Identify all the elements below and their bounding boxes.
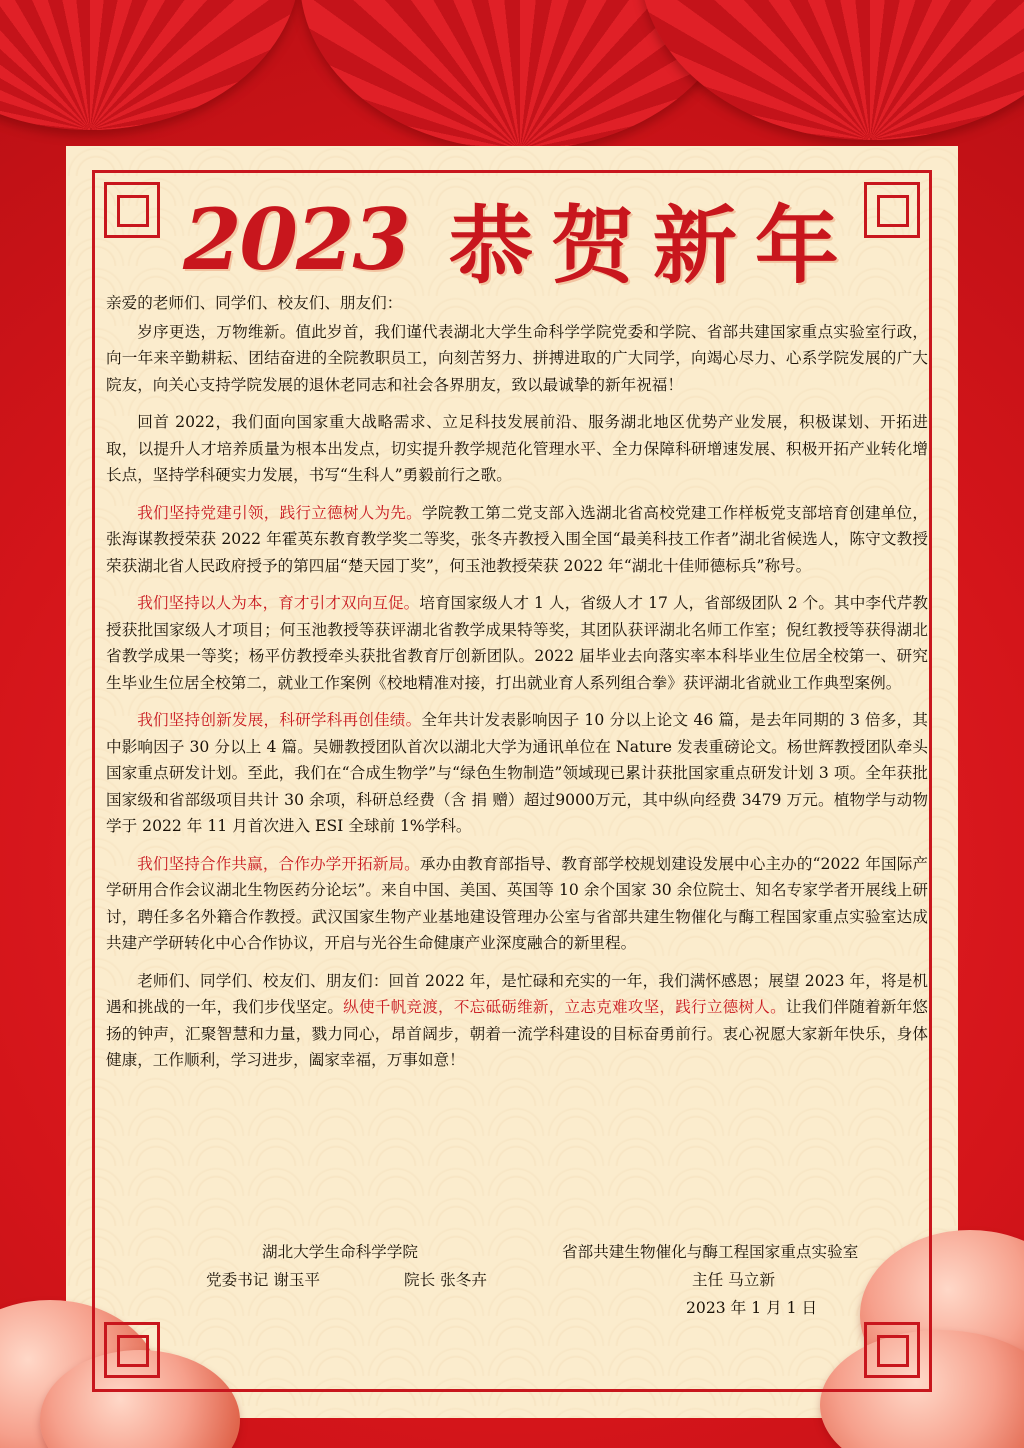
paragraph-research	[106, 707, 928, 840]
paragraph-text: 让我们伴随着新年悠扬的钟声，汇聚智慧和力量，戮力同心，昂首阔步，朝着一流学科建设的目标奋勇前行。衷心祝愿大家新年快乐，身体健康，工作顺利，学习进步，阖家幸福，万事如意！	[106, 998, 928, 1069]
paragraph-review: 回首 2022，我们面向国家重大战略需求、立足科技发展前沿、服务湖北地区优势产业发展，积极谋划、开拓进取，以提升人才培养质量为根本出发点，切实提升教学规范化管理水平、全力保障科研增速发展、积极开拓产业转化增长点，坚持学科硬实力发展，书写“生科人”勇毅前行之歌。	[106, 413, 928, 484]
paragraph-talent	[106, 590, 928, 696]
highlight-text: 我们坚持党建引领，践行立德树人为先。	[137, 503, 422, 522]
signature-dean: 院长 张冬卉	[404, 1271, 487, 1289]
frame-corner-ornament	[104, 1322, 160, 1378]
greeting-title: 恭贺新年	[448, 195, 857, 295]
paragraph-party-building	[106, 500, 928, 580]
signature-org-lab: 省部共建生物催化与酶工程国家重点实验室	[562, 1243, 859, 1261]
signature-org-college: 湖北大学生命科学学院	[262, 1243, 418, 1261]
highlight-text: 纵使千帆竞渡，不忘砥砺维新，立志克难攻坚，践行立德树人。	[343, 998, 786, 1016]
paragraph-text: 老师们、同学们、校友们、朋友们：回首 2022 年，是忙碌和充实的一年，我们满怀感恩；展望 2023 年，将是机遇和挑战的一年，我们步伐坚定。	[106, 971, 928, 1016]
year-title: 2023	[183, 189, 409, 289]
salutation: 亲爱的老师们、同学们、校友们、朋友们：	[106, 294, 403, 312]
paragraph-cooperation	[106, 851, 928, 957]
highlight-text: 我们坚持以人为本，育才引才双向互促。	[137, 594, 420, 612]
paragraph-text: 承办由教育部指导、教育部学校规划建设发展中心主办的“2022 年国际产学研用合作会议湖北生物医药分论坛”。来自中国、美国、英国等 10 余个国家 30 余位院士、知名专家学者开展线上研讨，聘任多名外籍合作教授。武汉国家生物产业基地建设管理办公室与省部共建生物催化与酶工程国家重点实验室达成共建产学研转化中心合作协议，开启与光谷生命健康产业深度融合的新里程。	[106, 854, 928, 952]
frame-corner-ornament	[864, 1322, 920, 1378]
signature-date: 2023 年 1 月 1 日	[686, 1299, 818, 1317]
paragraph-text: 培育国家级人才 1 人，省级人才 17 人，省部级团队 2 个。其中李代芹教授获批国家级人才项目；何玉池教授等获评湖北省教学成果特等奖，其团队获评湖北名师工作室；倪红教授等获得湖北省教学成果一等奖；杨平仿教授牵头获批省教育厅创新团队。2022 届毕业去向落实率本科毕业生位居全校第一、研究生毕业生位居全校第二，就业工作案例《校地精准对接，打出就业育人系列组合拳》获评湖北省就业工作典型案例。	[106, 594, 928, 692]
paragraph-text: 学院教工第二党支部入选湖北省高校党建工作样板党支部培育创建单位，张海谋教授荣获 2022 年霍英东教育教学奖二等奖，张冬卉教授入围全国“最美科技工作者”湖北省候选人，陈守文教授荣获湖北省人民政府授予的第四届“楚天园丁奖”，何玉池教授荣获 2022 年“湖北十佳师德标兵”称号。	[106, 503, 928, 575]
letter-body	[106, 290, 928, 1085]
paragraph-closing	[106, 968, 928, 1074]
letter-header	[170, 184, 870, 294]
frame-corner-ornament	[864, 182, 920, 238]
highlight-text: 我们坚持合作共赢，合作办学开拓新局。	[137, 854, 420, 873]
signature-party-secretary: 党委书记 谢玉平	[206, 1271, 321, 1289]
paragraph-intro: 岁序更迭，万物维新。值此岁首，我们谨代表湖北大学生命科学学院党委和学院、省部共建国家重点实验室行政，向一年来辛勤耕耘、团结奋进的全院教职员工，向刻苦努力、拼搏进取的广大同学，向竭心尽力、心系学院发展的广大院友，向关心支持学院发展的退休老同志和社会各界朋友，致以最诚挚的新年祝福！	[106, 322, 928, 394]
paragraph-text: 全年共计发表影响因子 10 分以上论文 46 篇，是去年同期的 3 倍多，其中影响因子 30 分以上 4 篇。吴姗教授团队首次以湖北大学为通讯单位在 Nature 发表重磅论文。杨世辉教授团队牵头国家重点研发计划。至此，我们在“合成生物学”与“绿色生物制造”领域现已累计获批国家重点研发计划 3 项。全年获批国家级和省部级项目共计 30 余项，科研总经费（含 捐 赠）超过9000万元，其中纵向经费 3479 万元。植物学与动物学于 2022 年 11 月首次进入 ESI 全球前 1%学科。	[106, 711, 928, 835]
highlight-text: 我们坚持创新发展，科研学科再创佳绩。	[137, 711, 422, 729]
signature-lab-director: 主任 马立新	[692, 1271, 775, 1289]
frame-corner-ornament	[104, 182, 160, 238]
